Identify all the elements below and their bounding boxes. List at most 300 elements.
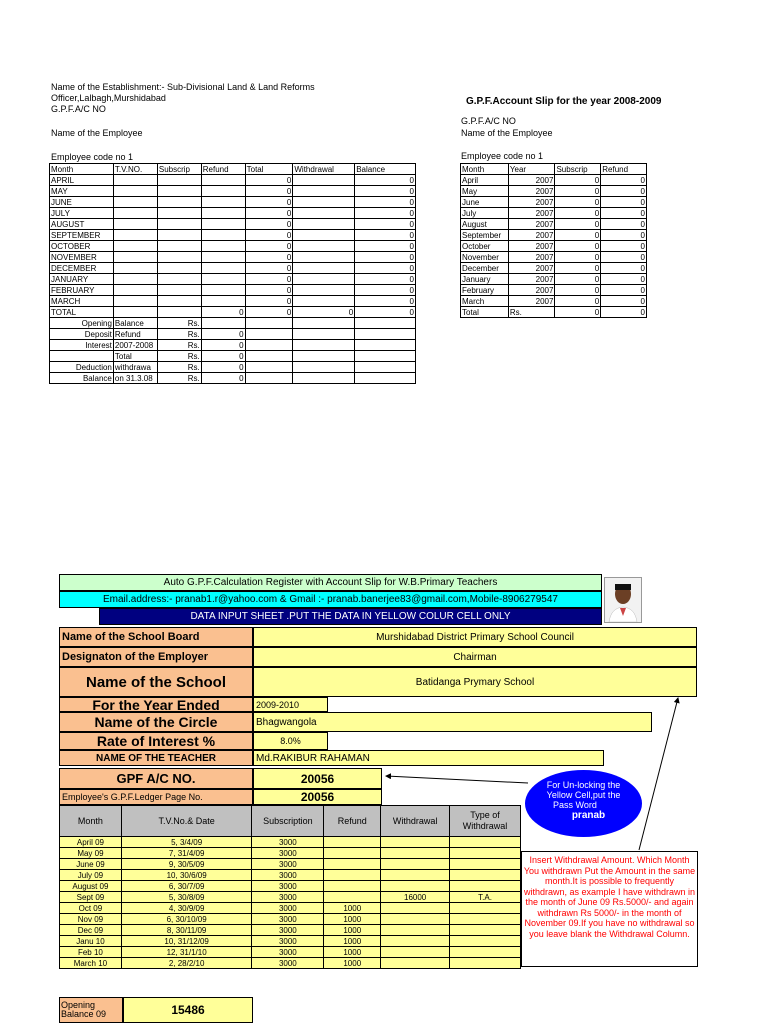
register-cell[interactable]: [450, 903, 521, 914]
register-cell[interactable]: [324, 892, 381, 903]
left-table-cell: [201, 274, 245, 285]
register-cell[interactable]: 3000: [252, 848, 324, 859]
gpf-value[interactable]: 20056: [253, 768, 382, 789]
left-summary-row: [50, 362, 416, 373]
left-table-row: [50, 197, 416, 208]
left-summary-cell: Rs.: [157, 373, 201, 384]
left-table-cell: 0: [245, 285, 293, 296]
register-cell[interactable]: 6, 30/7/09: [121, 881, 252, 892]
register-cell[interactable]: [450, 947, 521, 958]
register-cell: Dec 09: [60, 925, 122, 936]
password-bubble: [525, 770, 642, 837]
left-table-cell: [201, 186, 245, 197]
left-table-cell: [293, 263, 355, 274]
left-table-cell: [157, 252, 201, 263]
register-cell: June 09: [60, 859, 122, 870]
register-row: [60, 837, 521, 848]
right-table-row: [461, 186, 647, 197]
left-table-cell: JUNE: [50, 197, 114, 208]
register-cell[interactable]: 1000: [324, 936, 381, 947]
left-summary-cell: withdrawa: [113, 362, 157, 373]
right-slip-table: [460, 163, 647, 318]
interest-label: Rate of Interest %: [59, 732, 253, 750]
left-table-cell: 0: [355, 197, 416, 208]
left-table-cell: JULY: [50, 208, 114, 219]
left-table-row: [50, 208, 416, 219]
bubble-line3: Pass Word: [553, 800, 597, 810]
left-summary-empty: [245, 351, 293, 362]
right-table-row: [461, 197, 647, 208]
left-summary-empty: [245, 318, 293, 329]
register-cell[interactable]: 4, 30/9/09: [121, 903, 252, 914]
right-table-cell: 2007: [508, 219, 555, 230]
right-header-cell: Refund: [601, 164, 647, 175]
register-header-cell: T.V.No.& Date: [121, 806, 252, 837]
register-cell[interactable]: [450, 914, 521, 925]
school-board-label: Name of the School Board: [59, 627, 253, 647]
left-table-cell: [201, 285, 245, 296]
register-cell[interactable]: [324, 881, 381, 892]
left-table-row: [50, 230, 416, 241]
left-header-cell: Total: [245, 164, 293, 175]
left-summary-empty: [293, 373, 355, 384]
right-table-cell: February: [461, 285, 509, 296]
right-table-cell: 0: [601, 274, 647, 285]
left-table-cell: 0: [355, 307, 416, 318]
right-table-cell: August: [461, 219, 509, 230]
left-summary-cell: 0: [201, 351, 245, 362]
register-cell[interactable]: [381, 925, 450, 936]
right-table-cell: 0: [555, 230, 601, 241]
left-summary-cell: Total: [113, 351, 157, 362]
right-table-cell: January: [461, 274, 509, 285]
left-table-cell: [113, 219, 157, 230]
left-table-cell: [157, 285, 201, 296]
circle-label: Name of the Circle: [59, 712, 253, 732]
register-cell[interactable]: 3000: [252, 837, 324, 848]
left-table-row: [50, 186, 416, 197]
right-table-cell: 2007: [508, 208, 555, 219]
right-table-cell: 0: [601, 252, 647, 263]
register-cell[interactable]: [324, 848, 381, 859]
left-summary-cell: Deduction: [50, 362, 114, 373]
register-header-cell: Subscription: [252, 806, 324, 837]
right-slip-title: G.P.F.Account Slip for the year 2008-2009: [466, 96, 662, 107]
register-cell[interactable]: [381, 947, 450, 958]
left-gpf-ac-label: G.P.F.A/C NO: [51, 104, 106, 114]
right-table-cell: June: [461, 197, 509, 208]
left-table-cell: OCTOBER: [50, 241, 114, 252]
left-header-cell: Month: [50, 164, 114, 175]
register-cell[interactable]: 1000: [324, 903, 381, 914]
left-summary-empty: [355, 329, 416, 340]
register-row: [60, 947, 521, 958]
left-summary-empty: [245, 362, 293, 373]
register-cell[interactable]: [324, 837, 381, 848]
register-cell[interactable]: 3000: [252, 903, 324, 914]
register-cell[interactable]: 3000: [252, 859, 324, 870]
left-table-cell: [157, 208, 201, 219]
left-table-cell: [113, 230, 157, 241]
left-table-cell: 0: [355, 230, 416, 241]
register-cell[interactable]: T.A.: [450, 892, 521, 903]
left-table-cell: MAY: [50, 186, 114, 197]
bubble-line1: For Un-locking the: [546, 780, 621, 790]
school-value[interactable]: Batidanga Prymary School: [253, 667, 697, 697]
register-cell[interactable]: 2, 28/2/10: [121, 958, 252, 969]
left-table-cell: [113, 186, 157, 197]
employer-value[interactable]: Chairman: [253, 647, 697, 667]
right-table-cell: 0: [555, 296, 601, 307]
left-table-cell: [113, 296, 157, 307]
register-cell[interactable]: [381, 837, 450, 848]
right-table-cell: 0: [601, 219, 647, 230]
register-cell[interactable]: 3000: [252, 925, 324, 936]
left-table-cell: 0: [355, 241, 416, 252]
register-cell[interactable]: 16000: [381, 892, 450, 903]
left-summary-cell: 2007-2008: [113, 340, 157, 351]
teacher-label: NAME OF THE TEACHER: [59, 750, 253, 766]
left-table-row: [50, 274, 416, 285]
left-table-cell: AUGUST: [50, 219, 114, 230]
right-table-cell: 0: [601, 208, 647, 219]
left-header-cell: Withdrawal: [293, 164, 355, 175]
left-summary-cell: Balance: [50, 373, 114, 384]
right-table-cell: Rs.: [508, 307, 555, 318]
register-row: [60, 870, 521, 881]
left-table-cell: [293, 230, 355, 241]
right-table-cell: November: [461, 252, 509, 263]
register-cell[interactable]: 3000: [252, 958, 324, 969]
register-cell[interactable]: 7, 31/4/09: [121, 848, 252, 859]
left-header-cell: T.V.NO.: [113, 164, 157, 175]
register-cell[interactable]: [450, 925, 521, 936]
left-table-cell: APRIL: [50, 175, 114, 186]
register-header-cell: Type of Withdrawal: [450, 806, 521, 837]
register-cell[interactable]: [381, 848, 450, 859]
register-cell[interactable]: 3000: [252, 936, 324, 947]
right-table-cell: 0: [555, 175, 601, 186]
left-table-cell: [157, 296, 201, 307]
interest-value[interactable]: 8.0%: [253, 732, 328, 750]
left-table-cell: 0: [245, 219, 293, 230]
left-table-cell: 0: [245, 252, 293, 263]
register-cell: Sept 09: [60, 892, 122, 903]
left-summary-cell: 0: [201, 373, 245, 384]
left-table-cell: [293, 274, 355, 285]
register-cell[interactable]: 8, 30/11/09: [121, 925, 252, 936]
register-row: [60, 903, 521, 914]
register-cell[interactable]: [381, 936, 450, 947]
circle-value[interactable]: Bhagwangola: [253, 712, 652, 732]
right-table-cell: 2007: [508, 230, 555, 241]
left-table-cell: [113, 241, 157, 252]
left-table-row: [50, 175, 416, 186]
year-label: For the Year Ended: [59, 697, 253, 712]
left-summary-cell: Rs.: [157, 318, 201, 329]
right-table-cell: 2007: [508, 186, 555, 197]
left-table-cell: [157, 263, 201, 274]
left-summary-cell: Balance: [113, 318, 157, 329]
left-table-cell: [113, 175, 157, 186]
left-summary-empty: [293, 340, 355, 351]
left-table-cell: 0: [245, 241, 293, 252]
left-table-cell: [113, 208, 157, 219]
right-table-row: [461, 175, 647, 186]
establishment-line1: Name of the Establishment:- Sub-Divisional Land & Land Reforms: [51, 82, 315, 92]
left-summary-cell: 0: [201, 340, 245, 351]
left-summary-row: [50, 373, 416, 384]
left-table-cell: [293, 175, 355, 186]
register-title: Auto G.P.F.Calculation Register with Account Slip for W.B.Primary Teachers: [59, 574, 602, 591]
right-header-cell: Year: [508, 164, 555, 175]
right-employee-name-label: Name of the Employee: [461, 128, 553, 138]
school-label: Name of the School: [59, 667, 253, 697]
left-summary-cell: Opening: [50, 318, 114, 329]
left-summary-cell: Rs.: [157, 340, 201, 351]
right-table-cell: 2007: [508, 274, 555, 285]
left-summary-empty: [245, 373, 293, 384]
left-table-cell: 0: [355, 186, 416, 197]
left-table-cell: 0: [355, 219, 416, 230]
left-table-cell: [293, 219, 355, 230]
left-table-cell: [293, 252, 355, 263]
left-table-cell: 0: [201, 307, 245, 318]
left-table-cell: [113, 274, 157, 285]
left-table-row: [50, 219, 416, 230]
right-table-row: [461, 285, 647, 296]
left-summary-cell: Deposit: [50, 329, 114, 340]
left-table-cell: 0: [355, 296, 416, 307]
right-table-cell: 0: [555, 219, 601, 230]
right-table-cell: July: [461, 208, 509, 219]
register-cell[interactable]: 3000: [252, 947, 324, 958]
register-cell[interactable]: [450, 837, 521, 848]
left-summary-cell: Rs.: [157, 329, 201, 340]
left-summary-cell: 0: [201, 362, 245, 373]
register-cell[interactable]: [381, 881, 450, 892]
left-table-cell: [293, 208, 355, 219]
right-table-cell: October: [461, 241, 509, 252]
register-cell[interactable]: [381, 958, 450, 969]
establishment-line2: Officer,Lalbagh,Murshidabad: [51, 93, 166, 103]
register-cell[interactable]: 6, 30/10/09: [121, 914, 252, 925]
register-header-cell: Withdrawal: [381, 806, 450, 837]
register-row: [60, 848, 521, 859]
right-header-cell: Subscrip: [555, 164, 601, 175]
left-table-cell: [201, 230, 245, 241]
left-summary-cell: 0: [201, 329, 245, 340]
register-cell: May 09: [60, 848, 122, 859]
left-table-cell: 0: [245, 263, 293, 274]
register-cell[interactable]: 5, 30/8/09: [121, 892, 252, 903]
left-table-cell: [113, 285, 157, 296]
left-table-cell: 0: [245, 274, 293, 285]
register-cell: August 09: [60, 881, 122, 892]
register-cell[interactable]: 3000: [252, 870, 324, 881]
left-header-cell: Balance: [355, 164, 416, 175]
left-table-cell: [293, 241, 355, 252]
right-table-cell: 0: [555, 307, 601, 318]
ledger-value[interactable]: 20056: [253, 789, 382, 805]
register-cell[interactable]: 3000: [252, 881, 324, 892]
right-table-cell: 0: [555, 241, 601, 252]
register-cell[interactable]: 1000: [324, 914, 381, 925]
left-table-cell: 0: [245, 208, 293, 219]
left-table-row: [50, 307, 416, 318]
right-table-cell: September: [461, 230, 509, 241]
left-summary-empty: [355, 318, 416, 329]
teacher-photo: [604, 577, 642, 623]
left-summary-cell: Refund: [113, 329, 157, 340]
register-cell[interactable]: [450, 848, 521, 859]
register-cell[interactable]: [381, 914, 450, 925]
left-table-cell: [157, 219, 201, 230]
left-table-cell: [201, 175, 245, 186]
left-table-cell: [157, 307, 201, 318]
left-table-cell: 0: [355, 208, 416, 219]
register-cell[interactable]: 3000: [252, 914, 324, 925]
left-table-cell: [157, 175, 201, 186]
left-table-cell: FEBRUARY: [50, 285, 114, 296]
register-cell[interactable]: [381, 870, 450, 881]
bubble-password: pranab: [571, 810, 606, 821]
right-table-cell: 0: [555, 208, 601, 219]
right-table-cell: 2007: [508, 263, 555, 274]
register-cell[interactable]: [450, 859, 521, 870]
left-table-cell: [157, 274, 201, 285]
left-table-row: [50, 252, 416, 263]
right-table-cell: March: [461, 296, 509, 307]
left-summary-row: [50, 318, 416, 329]
left-summary-empty: [293, 318, 355, 329]
left-table-row: [50, 241, 416, 252]
right-gpf-ac-label: G.P.F.A/C NO: [461, 116, 516, 126]
right-table-cell: 0: [555, 197, 601, 208]
right-table-cell: Total: [461, 307, 509, 318]
register-cell: Oct 09: [60, 903, 122, 914]
left-summary-cell: [201, 318, 245, 329]
right-table-row: [461, 274, 647, 285]
left-table-cell: [201, 241, 245, 252]
school-board-value[interactable]: Murshidabad District Primary School Council: [253, 627, 697, 647]
right-table-cell: 2007: [508, 197, 555, 208]
register-cell[interactable]: [381, 859, 450, 870]
left-table-cell: [157, 230, 201, 241]
register-row: [60, 881, 521, 892]
left-summary-cell: Interest: [50, 340, 114, 351]
gpf-label: GPF A/C NO.: [59, 768, 253, 789]
ledger-label: Employee's G.P.F.Ledger Page No.: [59, 789, 253, 805]
left-summary-row: [50, 340, 416, 351]
register-row: [60, 892, 521, 903]
right-table-row: [461, 307, 647, 318]
register-cell[interactable]: [324, 859, 381, 870]
register-cell[interactable]: [450, 870, 521, 881]
register-row: [60, 958, 521, 969]
register-cell[interactable]: 12, 31/1/10: [121, 947, 252, 958]
right-table-cell: May: [461, 186, 509, 197]
right-table-cell: 2007: [508, 296, 555, 307]
left-table-cell: MARCH: [50, 296, 114, 307]
right-table-cell: 0: [601, 263, 647, 274]
left-summary-empty: [293, 329, 355, 340]
register-row: [60, 936, 521, 947]
register-cell[interactable]: 10, 30/6/09: [121, 870, 252, 881]
right-table-cell: April: [461, 175, 509, 186]
right-header-cell: Month: [461, 164, 509, 175]
register-header-cell: Refund: [324, 806, 381, 837]
register-cell[interactable]: 1000: [324, 958, 381, 969]
right-table-cell: 2007: [508, 241, 555, 252]
left-table-row: [50, 285, 416, 296]
register-cell[interactable]: [450, 958, 521, 969]
register-cell[interactable]: [450, 881, 521, 892]
left-header-cell: Subscrip: [157, 164, 201, 175]
right-table-cell: 0: [555, 186, 601, 197]
left-table-cell: 0: [245, 175, 293, 186]
register-cell[interactable]: 3000: [252, 892, 324, 903]
left-table-cell: [293, 197, 355, 208]
left-table-cell: JANUARY: [50, 274, 114, 285]
left-summary-empty: [355, 351, 416, 362]
right-table-cell: 0: [601, 241, 647, 252]
opening-balance-value[interactable]: 15486: [123, 997, 253, 1023]
right-table-cell: 2007: [508, 252, 555, 263]
register-cell[interactable]: [381, 903, 450, 914]
left-summary-empty: [355, 373, 416, 384]
register-cell[interactable]: [324, 870, 381, 881]
left-summary-empty: [293, 351, 355, 362]
year-value[interactable]: 2009-2010: [253, 697, 328, 712]
register-cell[interactable]: 1000: [324, 925, 381, 936]
left-summary-row: [50, 351, 416, 362]
left-table-cell: [113, 263, 157, 274]
left-table-cell: [157, 197, 201, 208]
left-slip-table: [49, 163, 416, 384]
left-table-cell: [201, 197, 245, 208]
register-cell[interactable]: 9, 30/5/09: [121, 859, 252, 870]
register-row: [60, 859, 521, 870]
left-table-cell: [293, 296, 355, 307]
right-table-cell: 2007: [508, 175, 555, 186]
right-table-cell: 0: [601, 285, 647, 296]
left-employee-code: Employee code no 1: [51, 152, 134, 162]
right-table-cell: 0: [601, 175, 647, 186]
teacher-value[interactable]: Md.RAKIBUR RAHAMAN: [253, 750, 604, 766]
left-table-cell: DECEMBER: [50, 263, 114, 274]
left-table-cell: [293, 186, 355, 197]
left-table-cell: 0: [355, 274, 416, 285]
left-summary-empty: [293, 362, 355, 373]
right-table-cell: 0: [555, 263, 601, 274]
right-table-cell: 0: [601, 307, 647, 318]
left-table-cell: 0: [293, 307, 355, 318]
left-table-cell: [201, 263, 245, 274]
left-summary-empty: [355, 362, 416, 373]
left-table-cell: 0: [245, 197, 293, 208]
register-cell[interactable]: [450, 936, 521, 947]
left-table-cell: SEPTEMBER: [50, 230, 114, 241]
right-table-cell: 0: [601, 186, 647, 197]
left-summary-empty: [245, 340, 293, 351]
left-summary-empty: [245, 329, 293, 340]
register-cell[interactable]: 10, 31/12/09: [121, 936, 252, 947]
register-cell[interactable]: 1000: [324, 947, 381, 958]
left-table-cell: [157, 241, 201, 252]
right-table-row: [461, 263, 647, 274]
register-cell[interactable]: 5, 3/4/09: [121, 837, 252, 848]
